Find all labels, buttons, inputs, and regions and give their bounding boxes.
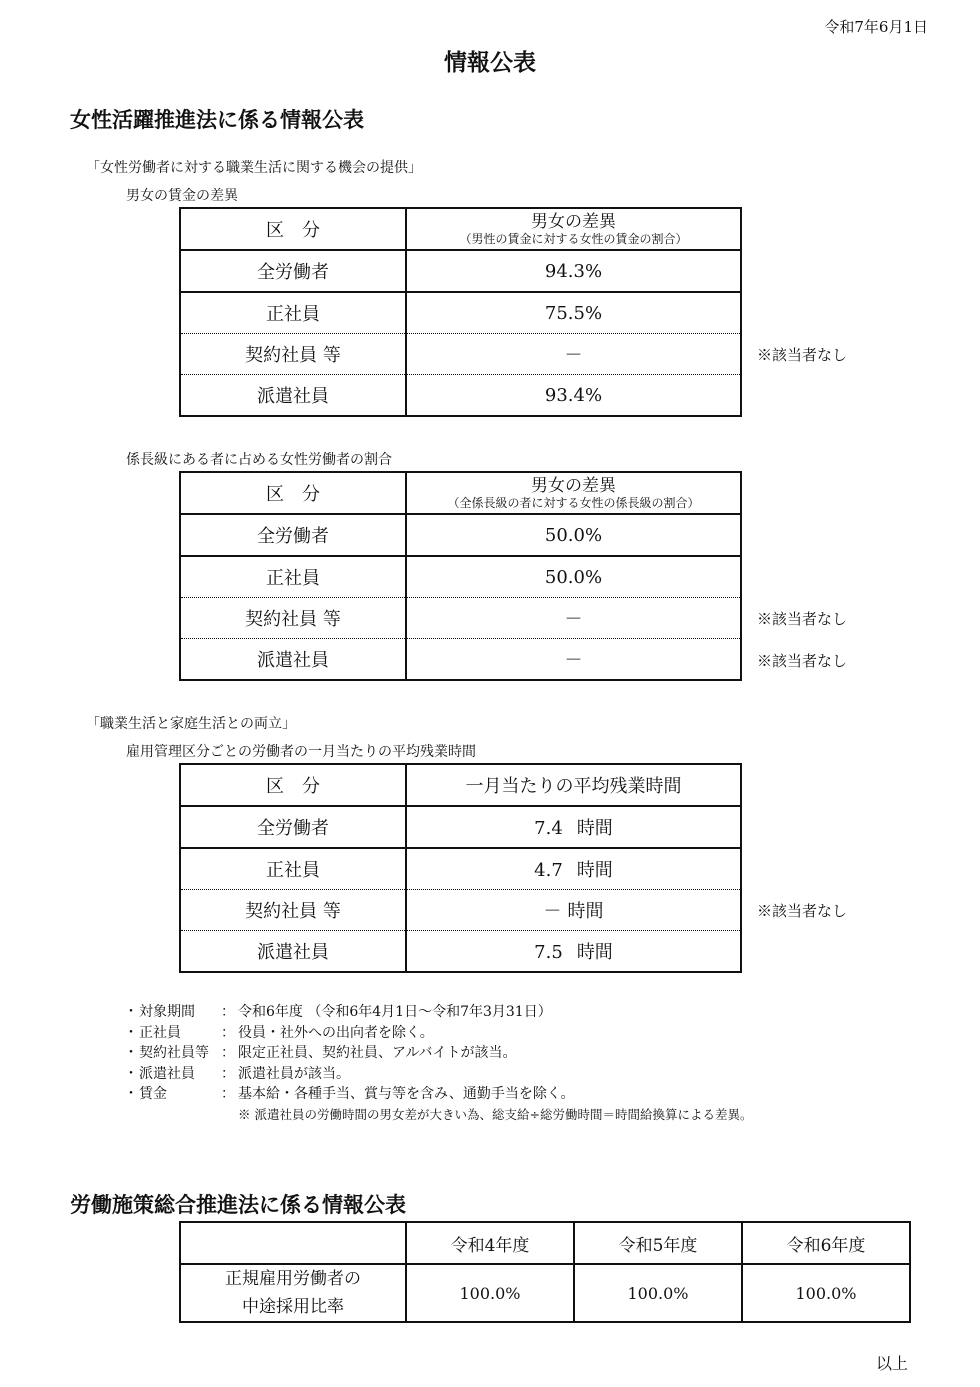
row-label: 全労働者 — [180, 806, 406, 848]
manager-ratio-table — [179, 471, 742, 681]
note-label: 賃金 — [139, 1086, 167, 1102]
note-label: 対象期間 — [139, 1004, 195, 1020]
table-header-row — [180, 208, 741, 250]
caption-overtime: 雇用管理区分ごとの労働者の一月当たりの平均残業時間 — [126, 744, 476, 760]
note-colon: ： — [221, 1004, 235, 1020]
column-header-year: 令和4年度 — [406, 1222, 574, 1264]
row-label: 派遣社員 — [180, 375, 406, 417]
table-row — [180, 334, 741, 375]
column-header-main: 男女の差異 — [531, 476, 616, 496]
section-title-women-advancement: 女性活躍推進法に係る情報公表 — [70, 107, 364, 132]
bullet: ・ — [124, 1086, 138, 1102]
column-header-gap — [406, 208, 741, 250]
table-row — [180, 514, 741, 556]
table-row — [180, 292, 741, 334]
note-no-applicable: ※該当者なし — [757, 346, 848, 364]
row-label — [180, 1264, 406, 1322]
note-line — [124, 1043, 824, 1064]
bullet: ・ — [124, 1045, 138, 1061]
row-value: 100.0% — [574, 1264, 742, 1322]
row-value: 94.3% — [406, 250, 741, 292]
note-label: 派遣社員 — [139, 1065, 195, 1082]
note-text: 基本給・各種手当、賞与等を含み、通勤手当を除く。 — [238, 1086, 575, 1102]
row-value: 100.0% — [742, 1264, 910, 1322]
row-label: 派遣社員 — [180, 931, 406, 973]
row-label: 契約社員 等 — [180, 598, 406, 639]
note-text: 派遣社員が該当。 — [238, 1065, 350, 1082]
note-no-applicable: ※該当者なし — [757, 610, 848, 628]
table-row — [180, 931, 741, 973]
row-label: 全労働者 — [180, 514, 406, 556]
column-header-year: 令和6年度 — [742, 1222, 910, 1264]
column-header-category: 区 分 — [180, 764, 406, 806]
note-text: 令和6年度 （令和6年4月1日～令和7年3月31日） — [238, 1004, 552, 1020]
row-label: 正社員 — [180, 292, 406, 334]
column-header-overtime: 一月当たりの平均残業時間 — [406, 764, 741, 806]
note-colon: ： — [221, 1065, 235, 1082]
bullet: ・ — [124, 1004, 138, 1020]
row-label: 派遣社員 — [180, 639, 406, 681]
row-label: 正社員 — [180, 556, 406, 598]
note-colon: ： — [221, 1086, 235, 1102]
row-value: 75.5% — [406, 292, 741, 334]
table-row — [180, 375, 741, 417]
overtime-value: 7.4 — [534, 818, 563, 839]
row-value: 50.0% — [406, 556, 741, 598]
table-row — [180, 598, 741, 639]
row-value: 100.0% — [406, 1264, 574, 1322]
table-row — [180, 848, 741, 890]
table-header-row — [180, 472, 741, 514]
row-value — [406, 848, 741, 890]
overtime-value: 7.5 — [534, 942, 563, 963]
note-text: 限定正社員、契約社員、アルバイトが該当。 — [238, 1045, 517, 1061]
row-value: 93.4% — [406, 375, 741, 417]
table-row — [180, 250, 741, 292]
section-title-labor-policy: 労働施策総合推進法に係る情報公表 — [70, 1192, 406, 1217]
note-label: 正社員 — [139, 1024, 181, 1041]
table-row — [180, 556, 741, 598]
note-no-applicable: ※該当者なし — [757, 652, 848, 670]
column-header-sub: （男性の賃金に対する女性の賃金の割合） — [459, 232, 688, 246]
overtime-value: 4.7 — [534, 860, 563, 881]
row-value — [406, 931, 741, 973]
table-row — [180, 806, 741, 848]
bullet: ・ — [124, 1024, 138, 1041]
caption-wage-gap: 男女の賃金の差異 — [126, 188, 238, 204]
table-header-row — [180, 1222, 910, 1264]
note-no-applicable: ※該当者なし — [757, 902, 848, 920]
row-value: － — [406, 334, 741, 375]
overtime-unit: 時間 — [576, 942, 613, 963]
definitions-notes — [124, 1002, 824, 1125]
row-value: － — [406, 639, 741, 681]
table-row — [180, 890, 741, 931]
blank-header-cell — [180, 1222, 406, 1264]
document-end-mark: 以上 — [875, 1354, 908, 1373]
column-header-year: 令和5年度 — [574, 1222, 742, 1264]
note-colon: ： — [221, 1024, 235, 1041]
table-header-row — [180, 764, 741, 806]
row-label: 正社員 — [180, 848, 406, 890]
row-value: 50.0% — [406, 514, 741, 556]
note-line — [124, 1023, 824, 1044]
note-line — [124, 1002, 824, 1023]
row-label-line: 中途採用比率 — [242, 1297, 344, 1317]
row-label-line: 正規雇用労働者の — [225, 1269, 361, 1289]
overtime-unit: 時間 — [576, 818, 613, 839]
note-line — [124, 1064, 824, 1085]
wage-gap-table — [179, 207, 742, 417]
overtime-unit: 時間 — [567, 901, 604, 922]
row-value — [406, 890, 741, 931]
note-text: 役員・社外への出向者を除く。 — [238, 1024, 434, 1041]
category-opportunity: 「女性労働者に対する職業生活に関する機会の提供」 — [86, 160, 422, 176]
overtime-value: － — [543, 901, 562, 922]
table-row — [180, 1264, 910, 1322]
column-header-category: 区 分 — [180, 472, 406, 514]
caption-manager-ratio: 係長級にある者に占める女性労働者の割合 — [126, 452, 392, 468]
row-label: 契約社員 等 — [180, 334, 406, 375]
row-label: 契約社員 等 — [180, 890, 406, 931]
row-label: 全労働者 — [180, 250, 406, 292]
bullet: ・ — [124, 1065, 138, 1082]
row-value — [406, 806, 741, 848]
document-date: 令和7年6月1日 — [824, 18, 928, 36]
note-line — [124, 1105, 824, 1126]
note-label: 契約社員等 — [139, 1045, 209, 1061]
note-colon: ： — [221, 1045, 235, 1061]
mid-career-hiring-table — [179, 1221, 911, 1323]
document-title: 情報公表 — [444, 49, 536, 76]
column-header-main: 男女の差異 — [531, 212, 616, 232]
table-row — [180, 639, 741, 681]
column-header-gap — [406, 472, 741, 514]
note-remark: ※ 派遣社員の労働時間の男女差が大きい為、総支給÷総労働時間＝時間給換算による差異。 — [238, 1106, 753, 1122]
column-header-category: 区 分 — [180, 208, 406, 250]
overtime-unit: 時間 — [576, 860, 613, 881]
overtime-table — [179, 763, 742, 973]
category-work-life: 「職業生活と家庭生活との両立」 — [86, 716, 296, 732]
row-value: － — [406, 598, 741, 639]
column-header-sub: （全係長級の者に対する女性の係長級の割合） — [447, 496, 700, 510]
note-line — [124, 1084, 824, 1105]
